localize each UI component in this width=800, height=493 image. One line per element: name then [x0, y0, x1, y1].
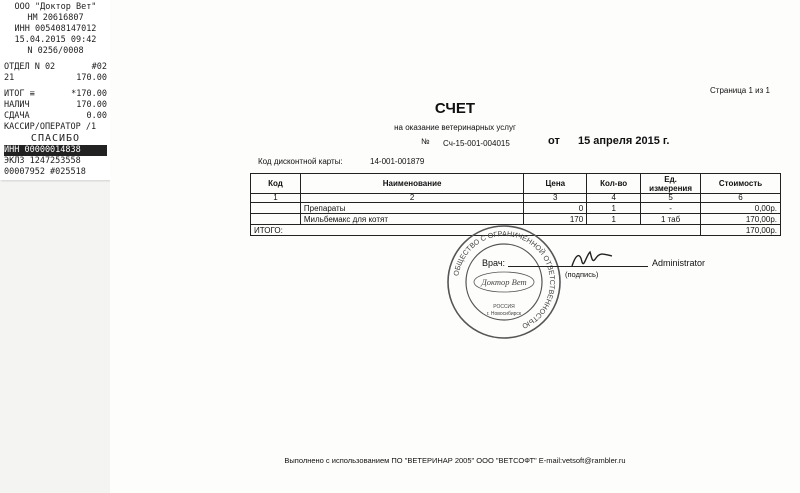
receipt-fiscal-line: ИНН 00000014838 — [4, 145, 107, 156]
receipt-cash-label: НАЛИЧ — [4, 100, 30, 110]
col-header-unit: Ед. измерения — [641, 174, 701, 194]
row-cost: 0,00р. — [701, 203, 781, 214]
row-code — [251, 203, 301, 214]
total-label: ИТОГО: — [251, 225, 701, 236]
invoice-title: СЧЕТ — [434, 100, 476, 117]
receipt-cashier: КАССИР/ОПЕРАТОР /1 — [4, 122, 97, 132]
receipt-doc-no: 00007952 #025518 — [4, 167, 86, 177]
receipt-dept-code: #02 — [91, 62, 107, 72]
row-name: Мильбемакс для котят — [300, 214, 523, 225]
receipt-inn: ИНН 005408147012 — [14, 24, 97, 34]
receipt-total-value: *170.00 — [71, 89, 107, 99]
stamp-city: г. Новосибирск — [486, 311, 522, 317]
receipt-change-value: 0.00 — [86, 111, 107, 121]
receipt-register-no: НМ 20616807 — [27, 13, 84, 23]
row-name: Препараты — [300, 203, 523, 214]
col-header-code: Код — [251, 174, 301, 194]
table-header-row — [251, 174, 781, 194]
col-number: 3 — [524, 194, 587, 203]
table-row — [251, 214, 781, 225]
receipt-eklz: ЭКЛЗ 1247253558 — [4, 156, 81, 166]
receipt-total-line — [4, 89, 107, 100]
stamp-center-text: Доктор Вет — [481, 277, 527, 287]
receipt-item-line — [4, 73, 107, 84]
footer-note: Выполнено с использованием ПО "ВЕТЕРИНАР 2005" ООО "ВЕТСОФТ" E-mail:vetsoft@rambler.ru — [284, 456, 626, 465]
col-header-qty: Кол-во — [587, 174, 641, 194]
invoice-number: Сч-15-001-004015 — [443, 139, 510, 148]
cash-receipt — [0, 0, 110, 180]
col-header-name: Наименование — [300, 174, 523, 194]
receipt-company: ООО "Доктор Вет" — [14, 2, 97, 12]
col-number: 6 — [701, 194, 781, 203]
page-number: Страница 1 из 1 — [710, 86, 770, 95]
number-sign: № — [421, 137, 430, 146]
col-number: 4 — [587, 194, 641, 203]
receipt-dept-label: ОТДЕЛ N 02 — [4, 62, 56, 72]
row-qty: 1 — [587, 203, 641, 214]
row-unit: - — [641, 203, 701, 214]
row-qty: 1 — [587, 214, 641, 225]
receipt-cash-value: 170.00 — [76, 100, 107, 110]
row-price: 0 — [524, 203, 587, 214]
row-unit: 1 таб — [641, 214, 701, 225]
col-header-price: Цена — [524, 174, 587, 194]
col-number: 5 — [641, 194, 701, 203]
signature-caption: (подпись) — [565, 270, 599, 279]
row-cost: 170,00р. — [701, 214, 781, 225]
date-prefix: от — [548, 135, 560, 147]
stamp-ring-text: ОБЩЕСТВО С ОГРАНИЧЕННОЙ ОТВЕТСТВЕННОСТЬЮ — [451, 228, 558, 331]
receipt-cash-line — [4, 100, 107, 111]
discount-card-value: 14-001-001879 — [370, 157, 425, 166]
doctor-label: Врач: — [482, 258, 506, 268]
receipt-thanks: СПАСИБО — [30, 133, 81, 144]
receipt-number: N 0256/0008 — [27, 46, 84, 56]
receipt-item-amount: 170.00 — [76, 73, 107, 83]
receipt-change-line — [4, 111, 107, 122]
receipt-dept-line — [4, 62, 107, 73]
receipt-item-no: 21 — [4, 73, 15, 83]
invoice-document — [110, 0, 800, 493]
col-header-cost: Стоимость — [701, 174, 781, 194]
receipt-datetime: 15.04.2015 09:42 — [14, 35, 97, 45]
row-code — [251, 214, 301, 225]
col-number: 1 — [251, 194, 301, 203]
receipt-change-label: СДАЧА — [4, 111, 30, 121]
doctor-name: Administrator — [652, 258, 706, 268]
invoice-date: 15 апреля 2015 г. — [578, 135, 670, 147]
discount-card-label: Код дисконтной карты: — [258, 157, 343, 166]
receipt-total-label: ИТОГ ≡ — [4, 89, 35, 99]
invoice-subtitle: на оказание ветеринарных услуг — [394, 123, 516, 132]
col-number: 2 — [300, 194, 523, 203]
stamp-country: РОССИЯ — [493, 304, 515, 310]
total-value: 170,00р. — [701, 225, 781, 236]
table-row — [251, 203, 781, 214]
handwritten-signature — [566, 248, 616, 272]
company-stamp — [446, 224, 562, 340]
row-price: 170 — [524, 214, 587, 225]
column-number-row — [251, 194, 781, 203]
